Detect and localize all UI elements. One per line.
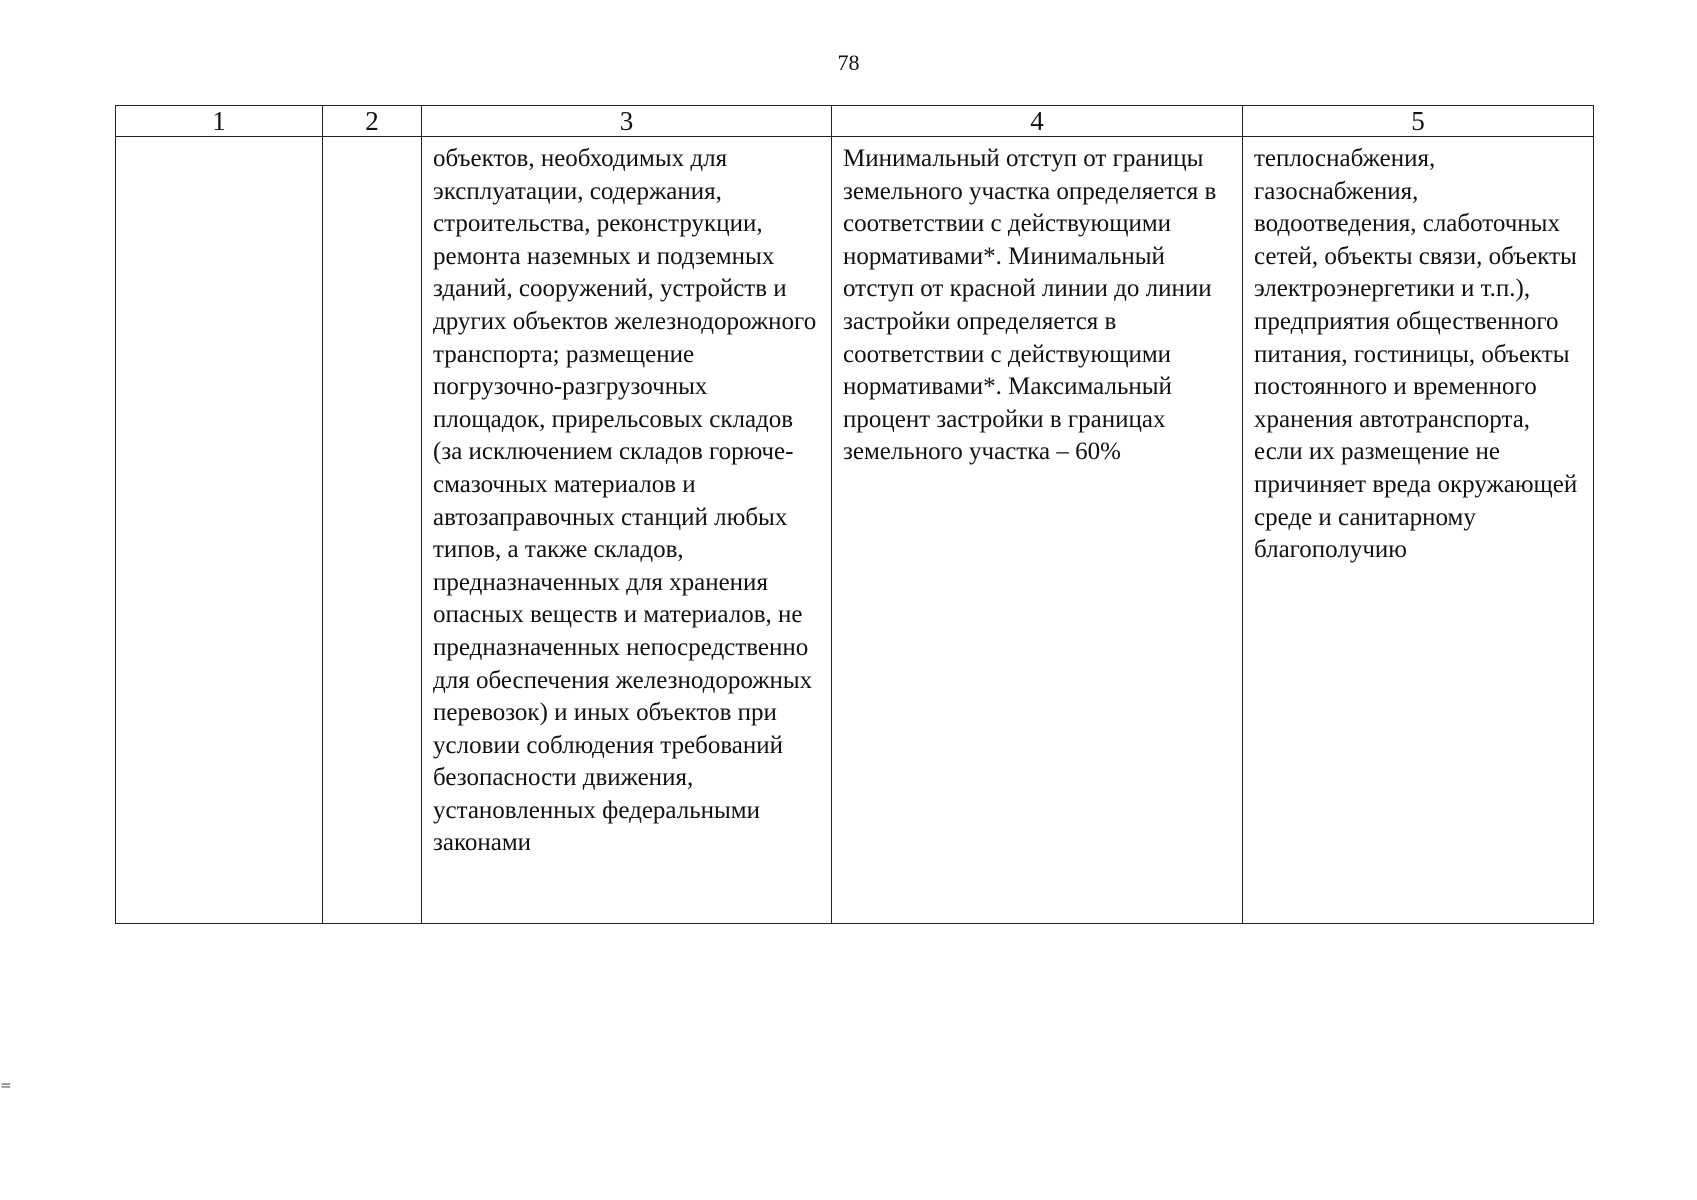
table-header-row <box>116 106 1594 137</box>
table-row <box>116 137 1594 924</box>
column-header-5: 5 <box>1243 106 1594 137</box>
cell-building-parameters <box>832 137 1243 924</box>
cell-permitted-uses <box>422 137 832 924</box>
regulations-table <box>115 105 1594 924</box>
margin-mark: = <box>0 1078 12 1094</box>
cell-auxiliary-uses <box>1243 137 1594 924</box>
cell-col1 <box>116 137 323 924</box>
column-header-1: 1 <box>116 106 323 137</box>
permitted-uses-text: объектов, необходимых для эксплуатации, содержания, строительства, реконструкции, ремонта наземных и подземных зданий, сооружений, устройств и других объектов железнодорожного транспорта; размещение погрузочно-разгрузочных площадок, прирельсовых складов (за исключением складов горюче-смазочных материалов и автозаправочных станций любых типов, а также складов, предназначенных для хранения опасных веществ и материалов, не предназначенных непосредственно для обеспечения железнодорожных перевозок) и иных объектов при условии соблюдения требований безопасности движения, установленных федеральными законами <box>433 145 817 857</box>
column-header-3: 3 <box>422 106 832 137</box>
building-parameters-text: Минимальный отступ от границы земельного участка определяется в соответствии с действующими нормативами*. Минимальный отступ от красной линии до линии застройки определяется в соответствии с действующими нормативами*. Максимальный процент застройки в границах земельного участка – 60% <box>843 145 1217 466</box>
column-header-4: 4 <box>832 106 1243 137</box>
column-header-2: 2 <box>323 106 422 137</box>
page-number: 78 <box>837 50 860 75</box>
auxiliary-uses-text: теплоснабжения, газоснабжения, водоотведения, слаботочных сетей, объекты связи, объекты электроэнергетики и т.п.), предприятия общественного питания, гостиницы, объекты постоянного и временного хранения автотранспорта, если их размещение не причиняет вреда окружающей среде и санитарному благополучию <box>1254 145 1578 564</box>
cell-col2 <box>323 137 422 924</box>
